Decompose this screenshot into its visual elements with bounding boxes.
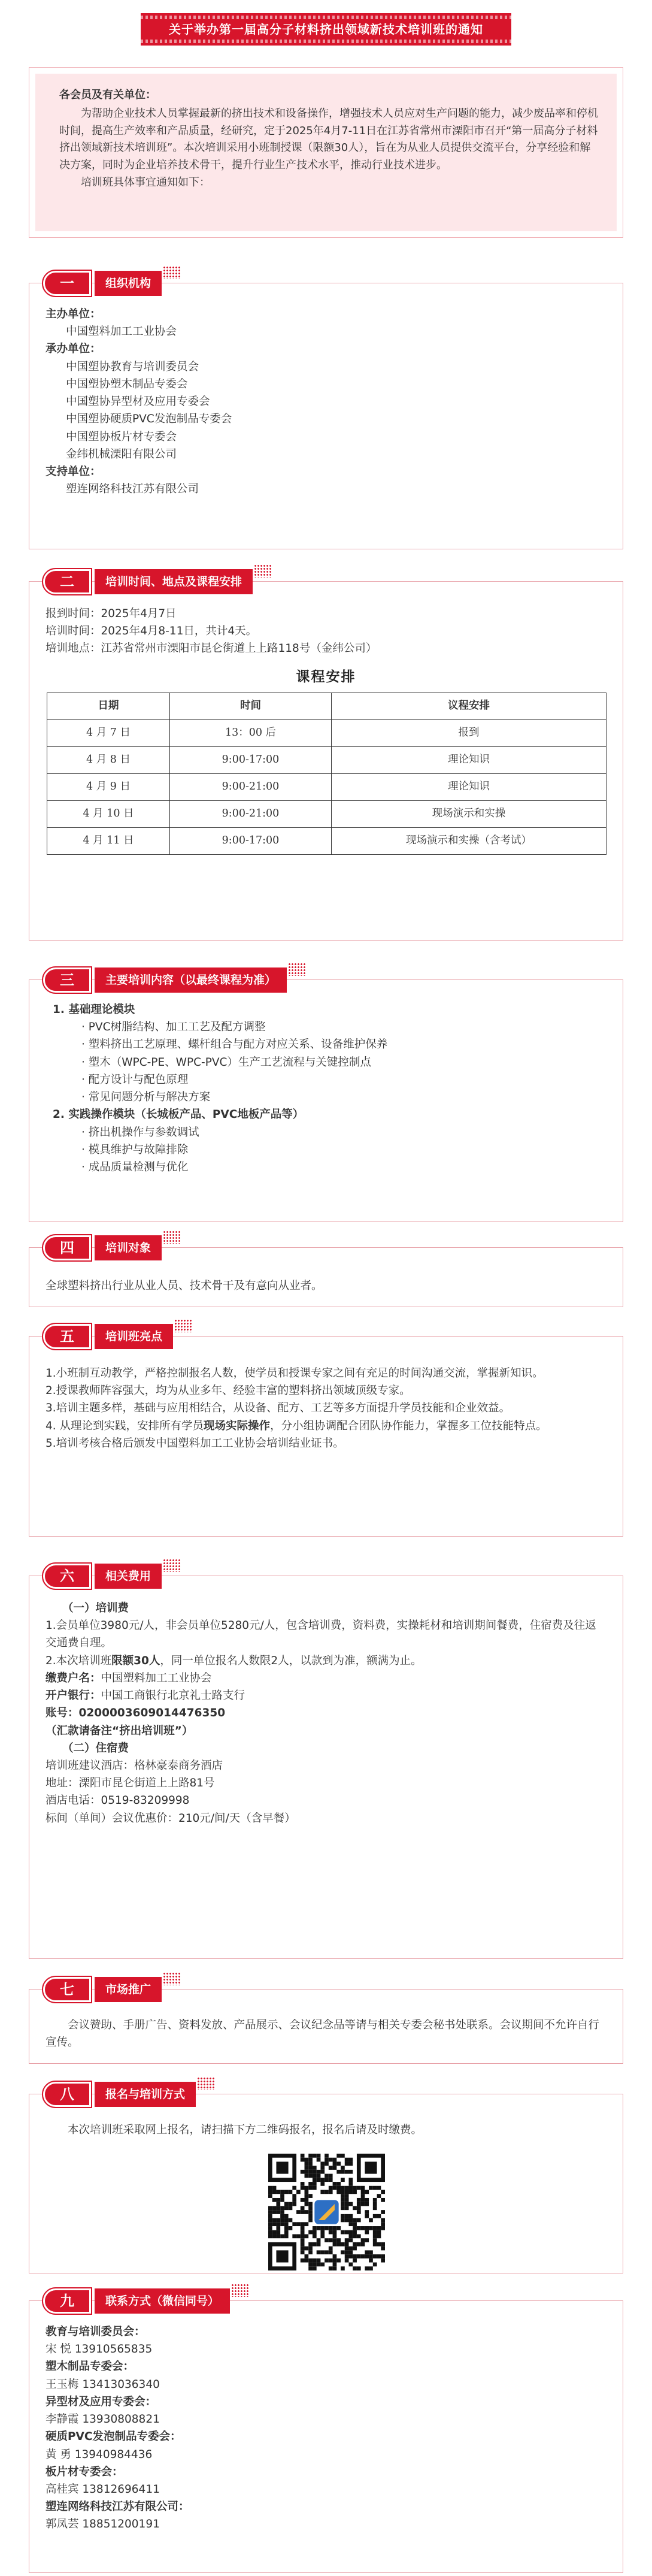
cell-time: 9:00-17:00: [170, 746, 332, 773]
section-number: 三: [43, 967, 91, 993]
cell-date: 4 月 7 日: [47, 719, 170, 746]
cell-agenda: 理论知识: [332, 773, 606, 800]
fee-subtitle: （一）培训费: [62, 1602, 129, 1614]
account-number: 账号：0200003609014476350: [46, 1707, 226, 1720]
section-number: 一: [43, 271, 91, 296]
highlight-item: 1.小班制互动教学，严格控制报名人数，使学员和授课专家之间有充足的时间沟通交流，掌握新知识。: [46, 1367, 544, 1380]
cell-date: 4 月 11 日: [47, 827, 170, 854]
contact-person: 郭凤芸 18851200191: [46, 2518, 160, 2531]
marketing-text: 会议赞助、手册广告、资料发放、产品展示、会议纪念品等请与相关专委会秘书处联系。会议期间不允许自行宣传。: [46, 2019, 600, 2049]
hotel-price: 标间（单间）会议优惠价：210元/间/天（含早餐）: [46, 1812, 296, 1825]
section-header: [43, 967, 287, 993]
section-title: 组织机构: [95, 271, 162, 296]
cell-agenda: 报到: [332, 719, 606, 746]
cell-date: 4 月 8 日: [47, 746, 170, 773]
highlight-item: 5.培训考核合格后颁发中国塑料加工工业协会培训结业证书。: [46, 1437, 344, 1450]
section-title: 培训班亮点: [95, 1324, 173, 1349]
checkin-time: 报到时间：2025年4月7日: [46, 607, 177, 620]
audience-text: 全球塑料挤出行业从业人员、技术骨干及有意向从业者。: [46, 1280, 323, 1292]
contact-org: 硬质PVC发泡制品专委会：: [46, 2430, 181, 2444]
bank-name: 开户银行：中国工商银行北京礼士路支行: [46, 1689, 245, 1703]
contact-org: 板片材专委会：: [46, 2465, 123, 2478]
section-header: [43, 1977, 162, 2002]
contact-person: 宋 悦 13910565835: [46, 2343, 153, 2356]
table-row: [47, 746, 606, 773]
cell-time: 9:00-21:00: [170, 773, 332, 800]
intro-panel: [29, 67, 623, 238]
fee-item: 1.会员单位3980元/人，非会员单位5280元/人，包含培训费，资料费，实操耗材和培训期间餐费，住宿费及往返交通费自理。: [46, 1619, 596, 1650]
section-header: [43, 1564, 162, 1589]
section-title: 培训时间、地点及课程安排: [95, 569, 253, 594]
contact-org: 塑木制品专委会：: [46, 2360, 135, 2374]
cell-agenda: 现场演示和实操（含考试）: [332, 827, 606, 854]
fee-item: 2.本次培训班限额30人，同一单位报名人数限2人，以款到为准，额满为止。: [46, 1654, 422, 1667]
co-org: 中国塑协塑木制品专委会: [66, 377, 188, 391]
hotel-address: 地址：溧阳市昆仑街道上上路81号: [46, 1777, 215, 1790]
cell-time: 9:00-17:00: [170, 827, 332, 854]
list-item: · 塑木（WPC-PE、WPC-PVC）生产工艺流程与关键控制点: [81, 1056, 371, 1069]
remit-note: （汇款请备注“挤出培训班”）: [46, 1724, 193, 1737]
intro-paragraph: 为帮助企业技术人员掌握最新的挤出技术和设备操作，增强技术人员应对生产问题的能力，减少废品率和停机时间，提高生产效率和产品质量，经研究，定于2025年4月7-11日在江苏省常州市溧阳市召开“第一届高分子材料挤出领域新技术培训班”。本次培训采用小班制授课（限额30人），旨在为从业人员提供交流平台，分享经验和解决方案，同时为企业培养技术骨干，提升行业生产技术水平，推动行业技术进步。: [59, 107, 598, 172]
schedule-title: 课程安排: [296, 668, 356, 685]
cell-time: 9:00-21:00: [170, 800, 332, 827]
contact-org: 异型材及应用专委会：: [46, 2395, 157, 2408]
list-item: · 挤出机操作与参数调试: [81, 1126, 199, 1139]
page-title: 关于举办第一届高分子材料挤出领域新技术培训班的通知: [141, 13, 511, 46]
highlight-item: 2.授课教师阵容强大，均为从业多年、经验丰富的塑料挤出领域顶级专家。: [46, 1384, 411, 1398]
hotel-name: 培训班建议酒店：格林豪泰商务酒店: [46, 1759, 223, 1772]
list-item: · 模具维护与故障排除: [81, 1143, 189, 1156]
table-header-row: [47, 693, 606, 719]
section-title: 报名与培训方式: [95, 2082, 196, 2107]
registration-qr-code[interactable]: [268, 2154, 385, 2270]
section-title: 相关费用: [95, 1564, 162, 1589]
cell-date: 4 月 10 日: [47, 800, 170, 827]
co-label: 承办单位：: [46, 343, 101, 356]
co-org: 中国塑协异型材及应用专委会: [66, 395, 210, 409]
highlight-item: 3.培训主题多样，基础与应用相结合，从设备、配方、工艺等多方面提升学员技能和企业效益。: [46, 1402, 511, 1415]
section-title: 市场推广: [95, 1977, 162, 2002]
col-agenda: 议程安排: [332, 693, 606, 719]
intro-closing: 培训班具体事宜通知如下：: [81, 176, 210, 189]
section-number: 九: [43, 2288, 91, 2314]
co-org: 中国塑协教育与培训委员会: [66, 360, 199, 373]
section-title: 主要培训内容（以最终课程为准）: [95, 967, 287, 993]
highlight-item: 4. 从理论到实践，安排所有学员现场实际操作，分小组协调配合团队协作能力，掌握多工位技能特点。: [46, 1419, 547, 1432]
account-name: 缴费户名：中国塑料加工工业协会: [46, 1671, 212, 1685]
section-number: 八: [43, 2082, 91, 2107]
cell-date: 4 月 9 日: [47, 773, 170, 800]
qr-code-icon: [268, 2154, 385, 2270]
col-date: 日期: [47, 693, 170, 719]
section-header: [43, 569, 253, 594]
contact-person: 高桂宾 13812696411: [46, 2483, 160, 2496]
contact-person: 黄 勇 13940984436: [46, 2448, 153, 2461]
section-title: 联系方式（微信同号）: [95, 2288, 230, 2314]
section-header: [43, 2288, 230, 2314]
module-title: 1. 基础理论模块: [53, 1003, 135, 1016]
table-row: [47, 773, 606, 800]
co-org: 中国塑协板片材专委会: [66, 430, 177, 443]
training-location: 培训地点：江苏省常州市溧阳市昆仑街道上上路118号（金纬公司）: [46, 642, 377, 655]
section-number: 六: [43, 1564, 91, 1589]
section-header: [43, 2082, 196, 2107]
host-label: 主办单位：: [46, 308, 101, 321]
cell-time: 13：00 后: [170, 719, 332, 746]
schedule-table: [47, 693, 606, 855]
col-time: 时间: [170, 693, 332, 719]
list-item: · PVC树脂结构、加工工艺及配方调整: [81, 1021, 266, 1034]
training-time: 培训时间：2025年4月8-11日，共计4天。: [46, 625, 257, 638]
host-org: 中国塑料加工工业协会: [66, 325, 177, 338]
intro-salutation: 各会员及有关单位：: [59, 89, 156, 101]
contact-org: 塑连网络科技江苏有限公司：: [46, 2501, 190, 2514]
section-number: 四: [43, 1235, 91, 1260]
table-row: [47, 800, 606, 827]
table-row: [47, 719, 606, 746]
section-header: [43, 1235, 162, 1260]
table-row: [47, 827, 606, 854]
registration-text: 本次培训班采取网上报名，请扫描下方二维码报名，报名后请及时缴费。: [68, 2124, 423, 2136]
contact-person: 李静霞 13930808821: [46, 2413, 160, 2426]
hotel-phone: 酒店电话：0519-83209998: [46, 1794, 190, 1807]
section-title: 培训对象: [95, 1235, 162, 1260]
section-header: [43, 1324, 173, 1349]
lodging-subtitle: （二）住宿费: [62, 1741, 129, 1755]
support-org: 塑连网络科技江苏有限公司: [66, 483, 199, 496]
support-label: 支持单位：: [46, 465, 101, 478]
contact-org: 教育与培训委员会：: [46, 2326, 145, 2338]
co-org: 金纬机械溧阳有限公司: [66, 448, 177, 461]
co-org: 中国塑协硬质PVC发泡制品专委会: [66, 413, 232, 426]
section-number: 七: [43, 1977, 91, 2002]
cell-agenda: 理论知识: [332, 746, 606, 773]
list-item: · 塑料挤出工艺原理、螺杆组合与配方对应关系、设备维护保养: [81, 1038, 388, 1051]
module-title: 2. 实践操作模块（长城板产品、PVC地板产品等）: [53, 1108, 304, 1121]
section-number: 五: [43, 1324, 91, 1349]
section-number: 二: [43, 569, 91, 594]
contact-person: 王玉梅 13413036340: [46, 2378, 160, 2391]
list-item: · 配方设计与配色原理: [81, 1073, 189, 1086]
section-header: [43, 271, 162, 296]
list-item: · 成品质量检测与优化: [81, 1160, 189, 1174]
list-item: · 常见问题分析与解决方案: [81, 1091, 211, 1104]
cell-agenda: 现场演示和实操: [332, 800, 606, 827]
